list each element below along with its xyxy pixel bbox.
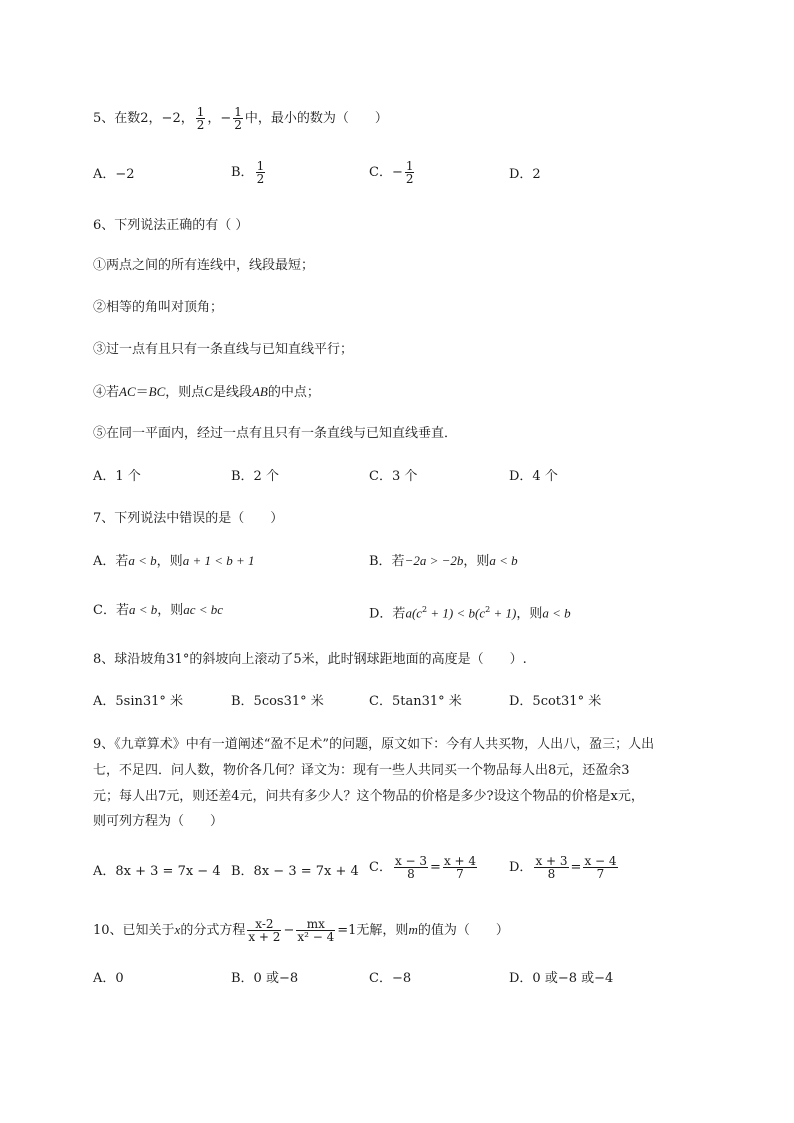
q7-d-math-b: ) < b(c: [448, 605, 486, 621]
q6-s4-ac: AC: [119, 384, 136, 399]
q9-c-label: C．: [369, 860, 392, 875]
q9-d-label: D．: [509, 860, 533, 875]
q6-s4-ab: AB: [251, 384, 268, 399]
q7-d-math2: a < b: [542, 605, 571, 621]
q7-b-label: B．若: [369, 554, 405, 569]
q8-option-b[interactable]: B．5cos31° 米: [231, 694, 324, 709]
q7-c-math2: ac < bc: [183, 602, 224, 617]
q5-option-a[interactable]: [93, 166, 135, 184]
q6-s4-eq: ＝: [135, 385, 149, 400]
q10-eq: =1: [337, 923, 357, 938]
q6-statement-1: ①两点之间的所有连线中，线段最短；: [93, 258, 315, 273]
q5-c-num: 1: [405, 159, 414, 173]
q9-d-n1: x + 3: [535, 854, 568, 868]
q5-option-c[interactable]: [369, 160, 416, 185]
q9-line-4: 则可列方程为（ ）: [93, 814, 224, 829]
q7-a-label: A．若: [93, 554, 129, 569]
q6-option-b[interactable]: B．2 个: [231, 469, 279, 484]
q10-f1-den: x + 2: [248, 930, 281, 944]
q10-minus: −: [283, 923, 295, 938]
q9-d-frac-2: [583, 855, 617, 880]
q7-d-sup-1: 2: [422, 605, 428, 614]
q10-f2-den: x² − 4: [297, 930, 335, 944]
q9-d-frac-1: [534, 855, 568, 880]
q6-statement-4: [93, 383, 320, 402]
q8-option-d[interactable]: D．5cot31° 米: [509, 694, 602, 709]
q5-option-d-text: D．2: [509, 167, 541, 182]
q8-stem-b: 的斜坡向上滚动了: [189, 652, 294, 667]
q7-c-mid: ，则: [157, 603, 184, 618]
q9-c-eq: =: [430, 860, 441, 875]
q7-b-math: −2a > −2b: [404, 553, 464, 568]
q8-dist: 5: [293, 652, 302, 667]
q5-frac1-den: 2: [196, 118, 205, 132]
question-8-stem: [93, 651, 527, 669]
q10-stem-c: 无解，则: [356, 923, 409, 938]
q10-f2-num: mx: [296, 918, 335, 931]
q9-c-frac-1: [394, 855, 428, 880]
q10-f1-num: x-2: [247, 918, 281, 931]
q6-s4-c: C: [204, 384, 213, 399]
q9-d-eq: =: [570, 860, 582, 875]
q7-d-label: D．若: [369, 606, 406, 622]
q9-d-n2: x − 4: [584, 854, 617, 868]
q10-frac-1: [247, 918, 281, 943]
q7-option-b[interactable]: [369, 552, 518, 571]
q10-option-a[interactable]: A．0: [93, 971, 124, 986]
q9-c-d2: 7: [456, 867, 464, 881]
q5-option-d[interactable]: [509, 166, 541, 184]
q5-b-den: 2: [256, 172, 265, 186]
q6-option-c[interactable]: C．3 个: [369, 469, 418, 484]
q5-option-c-label: C．−: [369, 165, 403, 180]
q7-a-math: a < b: [128, 553, 157, 568]
q5-frac1-num: 1: [196, 105, 205, 119]
q5-prefix: 5、在数: [93, 111, 141, 126]
q6-s4-a: ④若: [93, 385, 120, 400]
q5-option-a-text: A．−2: [93, 167, 135, 182]
q10-stem-d: 的值为（ ）: [417, 923, 509, 938]
q7-d-math-c: ): [512, 605, 517, 621]
q6-option-d[interactable]: D．4 个: [509, 469, 558, 484]
q7-d-mid: ，则: [516, 606, 543, 622]
q10-x: x: [174, 922, 181, 937]
question-7-stem: 7、下列说法中错误的是（ ）: [93, 511, 284, 526]
q7-c-math: a < b: [128, 602, 158, 617]
q7-a-math2: a + 1 < b + 1: [182, 553, 255, 568]
q7-c-label: C．若: [93, 603, 129, 618]
q5-suffix: 中，最小的数为（ ）: [244, 111, 388, 126]
q7-a-mid: ，则: [156, 554, 183, 569]
q7-b-mid: ，则: [463, 554, 490, 569]
q10-stem-b: 的分式方程: [180, 923, 246, 938]
q5-option-c-frac: [405, 160, 415, 185]
q9-line-2: 七，不足四．问人数，物价各几何？译文为：现有一些人共同买一个物品每人出8元，还盈余3: [93, 763, 630, 778]
q8-option-c[interactable]: C．5tan31° 米: [369, 694, 462, 709]
q8-stem-a: 8、球沿坡角: [93, 652, 167, 667]
q5-c-den: 2: [405, 172, 414, 186]
q9-c-frac-2: [443, 855, 477, 880]
q6-s4-d: 是线段: [212, 385, 252, 400]
q10-frac-2: [296, 918, 335, 943]
q9-line-3: 元；每人出7元，则还差4元，问共有多少人？这个物品的价格是多少?设这个物品的价格是x元，: [93, 789, 644, 804]
q9-c-n1: x − 3: [394, 854, 428, 868]
q9-line-1: 9、《九章算术》中有一道阐述“盈不足术”的问题，原文如下：今有人共买物，人出八，盈三；人出: [93, 737, 655, 752]
q7-d-sup-2: 2: [485, 605, 491, 614]
question-5-stem: [93, 106, 388, 131]
q5-option-b-label: B．: [231, 165, 254, 180]
q5-option-b[interactable]: [231, 160, 267, 185]
q8-angle: 31°: [166, 652, 190, 667]
question-6-stem: 6、下列说法正确的有（ ）: [93, 218, 249, 233]
q9-option-b[interactable]: B．8x − 3 = 7x + 4: [231, 864, 359, 879]
q9-option-d[interactable]: [509, 855, 620, 880]
q5-frac2-num: 1: [234, 105, 242, 119]
q5-frac2-den: 2: [234, 118, 242, 132]
q5-b-num: 1: [256, 159, 265, 173]
q5-fraction-1: [196, 106, 206, 131]
q6-s4-bc: BC: [148, 384, 166, 399]
q8-stem-c: 米，此时钢球距地面的高度是（ ）.: [301, 652, 527, 667]
q8-option-a[interactable]: A．5sin31° 米: [93, 694, 184, 709]
q7-option-d[interactable]: [369, 601, 571, 623]
q6-s4-e: 的中点；: [267, 385, 320, 400]
q6-statement-3: ③过一点有且只有一条直线与已知直线平行；: [93, 342, 354, 357]
q10-option-b[interactable]: B．0 或−8: [231, 971, 299, 986]
q7-option-c[interactable]: [93, 601, 223, 620]
q7-b-math2: a < b: [489, 553, 518, 568]
q10-m: m: [408, 922, 418, 937]
q9-option-c[interactable]: [369, 855, 479, 880]
q9-c-n2: x + 4: [443, 854, 477, 868]
q6-s4-b: ，则点: [165, 385, 205, 400]
q9-option-a[interactable]: A．8x + 3 = 7x − 4: [93, 864, 221, 879]
q7-d-math-a: a(c: [405, 605, 423, 621]
q9-d-d2: 7: [596, 867, 605, 881]
q5-nums: 2，−2，: [140, 111, 194, 126]
q7-d-plus-1: + 1: [427, 605, 449, 621]
question-10-stem: [93, 918, 509, 943]
q7-option-a[interactable]: [93, 552, 255, 571]
q6-statement-5: ⑤在同一平面内，经过一点有且只有一条直线与已知直线垂直．: [93, 426, 458, 441]
q6-option-a[interactable]: A．1 个: [93, 469, 141, 484]
q5-sep: ，−: [207, 111, 232, 126]
q10-stem-a: 10、已知关于: [93, 923, 175, 938]
q5-fraction-2: [233, 106, 243, 131]
q10-option-d[interactable]: D．0 或−8 或−4: [509, 971, 614, 986]
q5-option-b-frac: [256, 160, 266, 185]
q9-c-d1: 8: [407, 867, 415, 881]
q9-d-d1: 8: [547, 867, 556, 881]
q7-d-plus-2: + 1: [490, 605, 512, 621]
q10-option-c[interactable]: C．−8: [369, 971, 412, 986]
q6-statement-2: ②相等的角叫对顶角；: [93, 300, 224, 315]
